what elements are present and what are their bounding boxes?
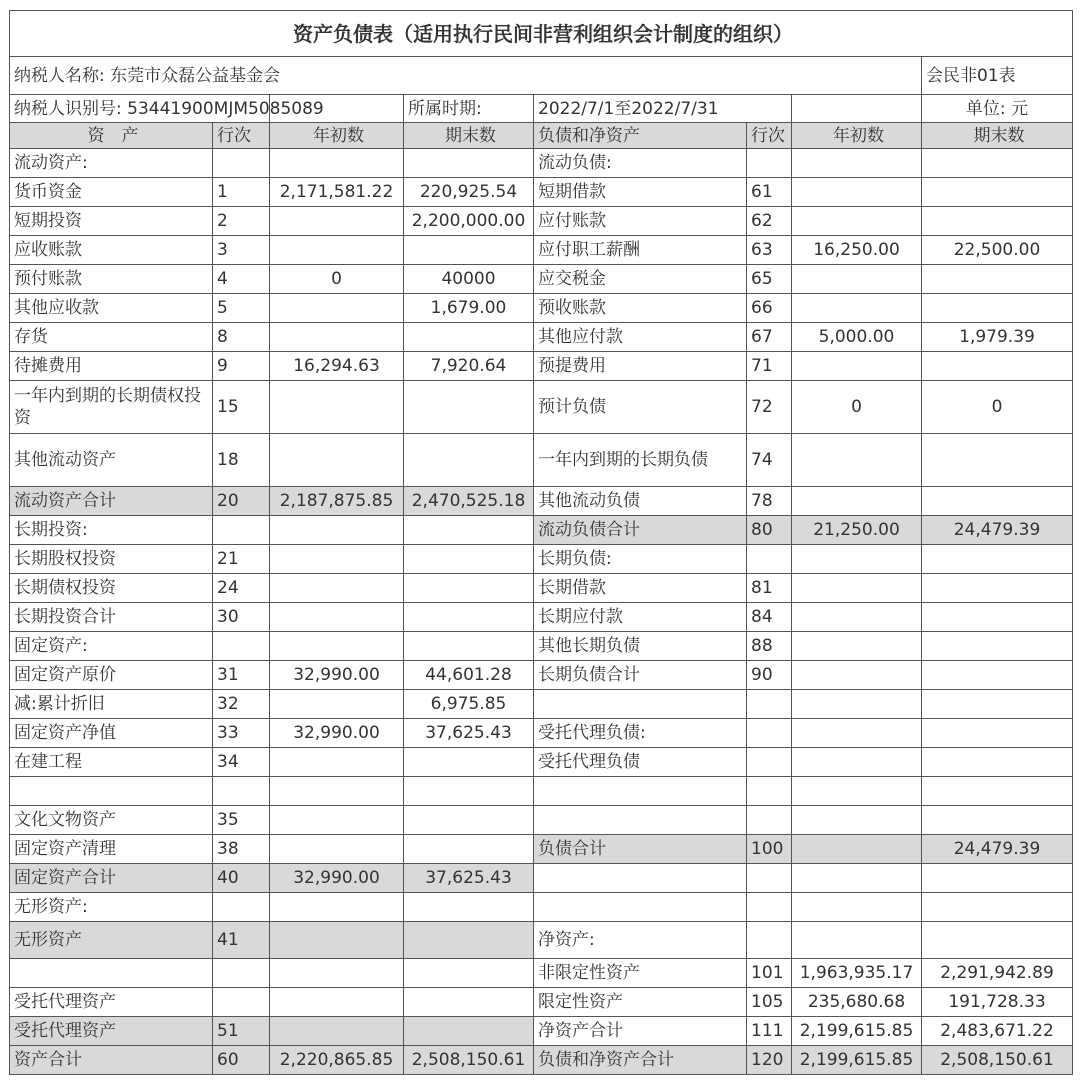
liability-begin [792, 690, 922, 719]
liability-name: 其他应付款 [534, 323, 747, 352]
asset-row-no [213, 893, 270, 922]
period: 2022/7/1至2022/7/31 [534, 95, 792, 123]
liability-row-no: 74 [747, 434, 792, 487]
asset-row-no: 5 [213, 294, 270, 323]
asset-row-no: 18 [213, 434, 270, 487]
asset-row-no: 40 [213, 864, 270, 893]
asset-name: 流动资产: [10, 149, 213, 178]
table-row [10, 864, 1073, 893]
asset-end [404, 893, 534, 922]
asset-end: 37,625.43 [404, 719, 534, 748]
liability-end [922, 777, 1073, 806]
unit-cell [922, 95, 1073, 123]
liability-end [922, 207, 1073, 236]
liability-begin [792, 207, 922, 236]
liability-row-no [747, 690, 792, 719]
asset-name: 固定资产: [10, 632, 213, 661]
table-row [10, 207, 1073, 236]
taxpayer-id-label: 纳税人识别号: [14, 98, 122, 119]
asset-name: 文化文物资产 [10, 806, 213, 835]
asset-row-no [213, 959, 270, 988]
liability-row-no [747, 719, 792, 748]
asset-begin [270, 632, 404, 661]
table-row [10, 893, 1073, 922]
liability-row-no [747, 748, 792, 777]
asset-begin [270, 149, 404, 178]
table-row [10, 806, 1073, 835]
asset-name: 固定资产净值 [10, 719, 213, 748]
table-row [10, 294, 1073, 323]
unit-label: 单位: [965, 98, 1006, 119]
asset-row-no: 4 [213, 265, 270, 294]
asset-row-no: 20 [213, 487, 270, 516]
liability-begin [792, 864, 922, 893]
liability-name: 预提费用 [534, 352, 747, 381]
liability-name [534, 777, 747, 806]
asset-row-no: 3 [213, 236, 270, 265]
asset-row-no: 34 [213, 748, 270, 777]
liability-row-no: 66 [747, 294, 792, 323]
liability-end: 2,291,942.89 [922, 959, 1073, 988]
asset-name: 短期投资 [10, 207, 213, 236]
unit: 元 [1011, 98, 1029, 119]
asset-begin [270, 323, 404, 352]
liability-row-no: 67 [747, 323, 792, 352]
asset-begin [270, 922, 404, 959]
liability-begin: 235,680.68 [792, 988, 922, 1017]
asset-begin [270, 207, 404, 236]
asset-end: 40000 [404, 265, 534, 294]
asset-name: 在建工程 [10, 748, 213, 777]
asset-end [404, 988, 534, 1017]
liability-end: 1,979.39 [922, 323, 1073, 352]
liability-end: 0 [922, 381, 1073, 434]
table-row [10, 988, 1073, 1017]
liability-name [534, 864, 747, 893]
taxpayer-id-cell [10, 95, 324, 123]
liability-row-no: 90 [747, 661, 792, 690]
asset-end [404, 835, 534, 864]
asset-begin: 32,990.00 [270, 864, 404, 893]
asset-name: 固定资产清理 [10, 835, 213, 864]
liability-row-no: 105 [747, 988, 792, 1017]
asset-row-no [213, 988, 270, 1017]
asset-row-no: 1 [213, 178, 270, 207]
liability-row-no [747, 922, 792, 959]
liability-end [922, 690, 1073, 719]
asset-begin [270, 777, 404, 806]
asset-end [404, 748, 534, 777]
liability-row-no: 101 [747, 959, 792, 988]
table-row [10, 835, 1073, 864]
liability-row-no [747, 864, 792, 893]
asset-name: 无形资产 [10, 922, 213, 959]
liability-end [922, 719, 1073, 748]
liability-name: 长期负债: [534, 545, 747, 574]
liability-row-no: 80 [747, 516, 792, 545]
asset-row-no: 24 [213, 574, 270, 603]
liability-row-no [747, 545, 792, 574]
asset-row-no: 15 [213, 381, 270, 434]
asset-end: 44,601.28 [404, 661, 534, 690]
liability-name [534, 893, 747, 922]
liability-name: 限定性资产 [534, 988, 747, 1017]
asset-end: 2,508,150.61 [404, 1046, 534, 1075]
asset-row-no: 38 [213, 835, 270, 864]
asset-name: 一年内到期的长期债权投资 [10, 381, 213, 434]
asset-end: 1,679.00 [404, 294, 534, 323]
header-begin-2: 年初数 [792, 123, 922, 149]
liability-end: 24,479.39 [922, 516, 1073, 545]
header-row-no-2: 行次 [747, 123, 792, 149]
liability-name: 长期负债合计 [534, 661, 747, 690]
liability-end [922, 265, 1073, 294]
table-row [10, 922, 1073, 959]
liability-row-no: 81 [747, 574, 792, 603]
table-row [10, 381, 1073, 434]
liability-end [922, 352, 1073, 381]
liability-name: 净资产合计 [534, 1017, 747, 1046]
asset-row-no: 8 [213, 323, 270, 352]
liability-name: 长期借款 [534, 574, 747, 603]
liability-row-no [747, 777, 792, 806]
liability-end [922, 434, 1073, 487]
liability-begin [792, 487, 922, 516]
liability-row-no: 78 [747, 487, 792, 516]
asset-row-no: 9 [213, 352, 270, 381]
liability-name: 预计负债 [534, 381, 747, 434]
liability-end: 22,500.00 [922, 236, 1073, 265]
balance-sheet-table [9, 10, 1073, 1075]
asset-name: 其他应收款 [10, 294, 213, 323]
liability-row-no: 100 [747, 835, 792, 864]
asset-end [404, 236, 534, 265]
liability-end [922, 922, 1073, 959]
asset-end [404, 516, 534, 545]
liability-row-no: 61 [747, 178, 792, 207]
period-label: 所属时期: [404, 95, 534, 123]
liability-name: 受托代理负债: [534, 719, 747, 748]
table-row [10, 1046, 1073, 1075]
asset-begin [270, 381, 404, 434]
asset-begin [270, 835, 404, 864]
asset-end [404, 777, 534, 806]
liability-row-no [747, 149, 792, 178]
asset-name: 货币资金 [10, 178, 213, 207]
asset-row-no: 21 [213, 545, 270, 574]
liability-begin [792, 434, 922, 487]
liability-end [922, 574, 1073, 603]
liability-begin [792, 748, 922, 777]
asset-row-no: 31 [213, 661, 270, 690]
liability-name: 长期应付款 [534, 603, 747, 632]
liability-begin: 0 [792, 381, 922, 434]
liability-begin [792, 352, 922, 381]
liability-name: 应交税金 [534, 265, 747, 294]
liability-name: 应付账款 [534, 207, 747, 236]
liability-end [922, 748, 1073, 777]
asset-name: 固定资产原价 [10, 661, 213, 690]
asset-end [404, 959, 534, 988]
liability-begin [792, 922, 922, 959]
asset-name: 预付账款 [10, 265, 213, 294]
liability-begin [792, 294, 922, 323]
asset-name: 受托代理资产 [10, 1017, 213, 1046]
asset-end: 2,200,000.00 [404, 207, 534, 236]
table-row [10, 690, 1073, 719]
liability-row-no: 72 [747, 381, 792, 434]
header-assets: 资 产 [10, 123, 213, 149]
table-row [10, 632, 1073, 661]
liability-end [922, 178, 1073, 207]
liability-begin [792, 719, 922, 748]
asset-begin [270, 748, 404, 777]
asset-name: 长期债权投资 [10, 574, 213, 603]
table-row [10, 178, 1073, 207]
liability-begin [792, 835, 922, 864]
table-row [10, 434, 1073, 487]
liability-row-no [747, 806, 792, 835]
asset-name: 应收账款 [10, 236, 213, 265]
asset-begin [270, 893, 404, 922]
asset-row-no: 41 [213, 922, 270, 959]
liability-row-no: 62 [747, 207, 792, 236]
asset-begin [270, 806, 404, 835]
liability-begin [792, 265, 922, 294]
header-begin: 年初数 [270, 123, 404, 149]
table-row [10, 265, 1073, 294]
liability-row-no: 84 [747, 603, 792, 632]
asset-name: 其他流动资产 [10, 434, 213, 487]
asset-end [404, 323, 534, 352]
asset-begin: 2,187,875.85 [270, 487, 404, 516]
form-code: 会民非01表 [922, 57, 1073, 95]
asset-end [404, 806, 534, 835]
liability-name: 短期借款 [534, 178, 747, 207]
asset-begin [270, 236, 404, 265]
asset-name: 长期投资: [10, 516, 213, 545]
liability-end [922, 893, 1073, 922]
asset-row-no [213, 777, 270, 806]
asset-end [404, 149, 534, 178]
liability-end [922, 149, 1073, 178]
asset-end [404, 632, 534, 661]
liability-row-no [747, 893, 792, 922]
liability-begin [792, 178, 922, 207]
liability-name: 负债合计 [534, 835, 747, 864]
table-row [10, 352, 1073, 381]
asset-row-no: 35 [213, 806, 270, 835]
liability-row-no: 71 [747, 352, 792, 381]
liability-row-no: 120 [747, 1046, 792, 1075]
table-row [10, 487, 1073, 516]
asset-begin: 2,220,865.85 [270, 1046, 404, 1075]
liability-begin: 16,250.00 [792, 236, 922, 265]
liability-begin: 2,199,615.85 [792, 1017, 922, 1046]
asset-begin [270, 574, 404, 603]
liability-row-no: 65 [747, 265, 792, 294]
liability-begin: 2,199,615.85 [792, 1046, 922, 1075]
asset-end [404, 434, 534, 487]
liability-begin: 21,250.00 [792, 516, 922, 545]
asset-end: 7,920.64 [404, 352, 534, 381]
asset-row-no: 33 [213, 719, 270, 748]
asset-name: 长期投资合计 [10, 603, 213, 632]
table-row [10, 236, 1073, 265]
asset-end [404, 574, 534, 603]
table-row [10, 777, 1073, 806]
asset-row-no: 60 [213, 1046, 270, 1075]
liability-begin [792, 893, 922, 922]
taxpayer-name-label: 纳税人名称: [14, 65, 105, 86]
table-row [10, 545, 1073, 574]
asset-begin [270, 294, 404, 323]
liability-name: 负债和净资产合计 [534, 1046, 747, 1075]
asset-name: 待摊费用 [10, 352, 213, 381]
table-row [10, 603, 1073, 632]
liability-row-no: 88 [747, 632, 792, 661]
asset-end [404, 1017, 534, 1046]
liability-begin [792, 632, 922, 661]
asset-begin [270, 434, 404, 487]
asset-begin [270, 690, 404, 719]
liability-end: 24,479.39 [922, 835, 1073, 864]
liability-end [922, 603, 1073, 632]
liability-name: 应付职工薪酬 [534, 236, 747, 265]
liability-begin [792, 545, 922, 574]
liability-end [922, 545, 1073, 574]
liability-end: 2,483,671.22 [922, 1017, 1073, 1046]
table-row [10, 516, 1073, 545]
asset-end: 220,925.54 [404, 178, 534, 207]
liability-begin [792, 661, 922, 690]
asset-begin [270, 516, 404, 545]
liability-end: 2,508,150.61 [922, 1046, 1073, 1075]
liability-end [922, 661, 1073, 690]
asset-end: 2,470,525.18 [404, 487, 534, 516]
liability-row-no: 111 [747, 1017, 792, 1046]
liability-begin [792, 777, 922, 806]
liability-begin [792, 149, 922, 178]
liability-end [922, 294, 1073, 323]
asset-end [404, 603, 534, 632]
header-row-no: 行次 [213, 123, 270, 149]
liability-name: 流动负债合计 [534, 516, 747, 545]
asset-end [404, 381, 534, 434]
table-row [10, 1017, 1073, 1046]
header-liabilities: 负债和净资产 [534, 123, 747, 149]
asset-row-no: 51 [213, 1017, 270, 1046]
taxpayer-name: 东莞市众磊公益基金会 [110, 65, 281, 86]
asset-row-no: 30 [213, 603, 270, 632]
asset-begin: 32,990.00 [270, 661, 404, 690]
table-row [10, 719, 1073, 748]
asset-end: 6,975.85 [404, 690, 534, 719]
liability-begin [792, 806, 922, 835]
table-row [10, 748, 1073, 777]
asset-begin: 2,171,581.22 [270, 178, 404, 207]
asset-name [10, 777, 213, 806]
asset-begin: 16,294.63 [270, 352, 404, 381]
liability-begin: 1,963,935.17 [792, 959, 922, 988]
asset-name: 固定资产合计 [10, 864, 213, 893]
liability-end [922, 864, 1073, 893]
asset-row-no [213, 516, 270, 545]
liability-begin [792, 603, 922, 632]
asset-name: 长期股权投资 [10, 545, 213, 574]
liability-begin: 5,000.00 [792, 323, 922, 352]
liability-begin [792, 574, 922, 603]
asset-name: 资产合计 [10, 1046, 213, 1075]
asset-begin [270, 545, 404, 574]
liability-name: 预收账款 [534, 294, 747, 323]
asset-begin [270, 1017, 404, 1046]
asset-row-no: 32 [213, 690, 270, 719]
asset-name: 减:累计折旧 [10, 690, 213, 719]
asset-name [10, 959, 213, 988]
asset-end [404, 545, 534, 574]
table-row [10, 959, 1073, 988]
asset-end: 37,625.43 [404, 864, 534, 893]
liability-name: 一年内到期的长期负债 [534, 434, 747, 487]
asset-name: 存货 [10, 323, 213, 352]
liability-name: 其他流动负债 [534, 487, 747, 516]
asset-row-no: 2 [213, 207, 270, 236]
liability-name: 流动负债: [534, 149, 747, 178]
table-row [10, 323, 1073, 352]
liability-end: 191,728.33 [922, 988, 1073, 1017]
liability-name: 受托代理负债 [534, 748, 747, 777]
liability-row-no: 63 [747, 236, 792, 265]
header-end-2: 期末数 [922, 123, 1073, 149]
asset-begin [270, 988, 404, 1017]
asset-begin [270, 959, 404, 988]
liability-end [922, 806, 1073, 835]
asset-name: 无形资产: [10, 893, 213, 922]
header-end: 期末数 [404, 123, 534, 149]
asset-name: 流动资产合计 [10, 487, 213, 516]
liability-end [922, 632, 1073, 661]
liability-name [534, 690, 747, 719]
table-row [10, 574, 1073, 603]
liability-name: 净资产: [534, 922, 747, 959]
liability-end [922, 487, 1073, 516]
asset-row-no [213, 149, 270, 178]
sheet-title: 资产负债表（适用执行民间非营利组织会计制度的组织） [10, 11, 1073, 57]
asset-end [404, 922, 534, 959]
table-row [10, 661, 1073, 690]
taxpayer-id: 53441900MJM5085089 [127, 98, 324, 119]
asset-row-no [213, 632, 270, 661]
table-row [10, 149, 1073, 178]
asset-begin: 0 [270, 265, 404, 294]
liability-name: 其他长期负债 [534, 632, 747, 661]
liability-name [534, 806, 747, 835]
liability-name: 非限定性资产 [534, 959, 747, 988]
taxpayer-name-cell [10, 57, 922, 95]
asset-name: 受托代理资产 [10, 988, 213, 1017]
asset-begin [270, 603, 404, 632]
asset-begin: 32,990.00 [270, 719, 404, 748]
